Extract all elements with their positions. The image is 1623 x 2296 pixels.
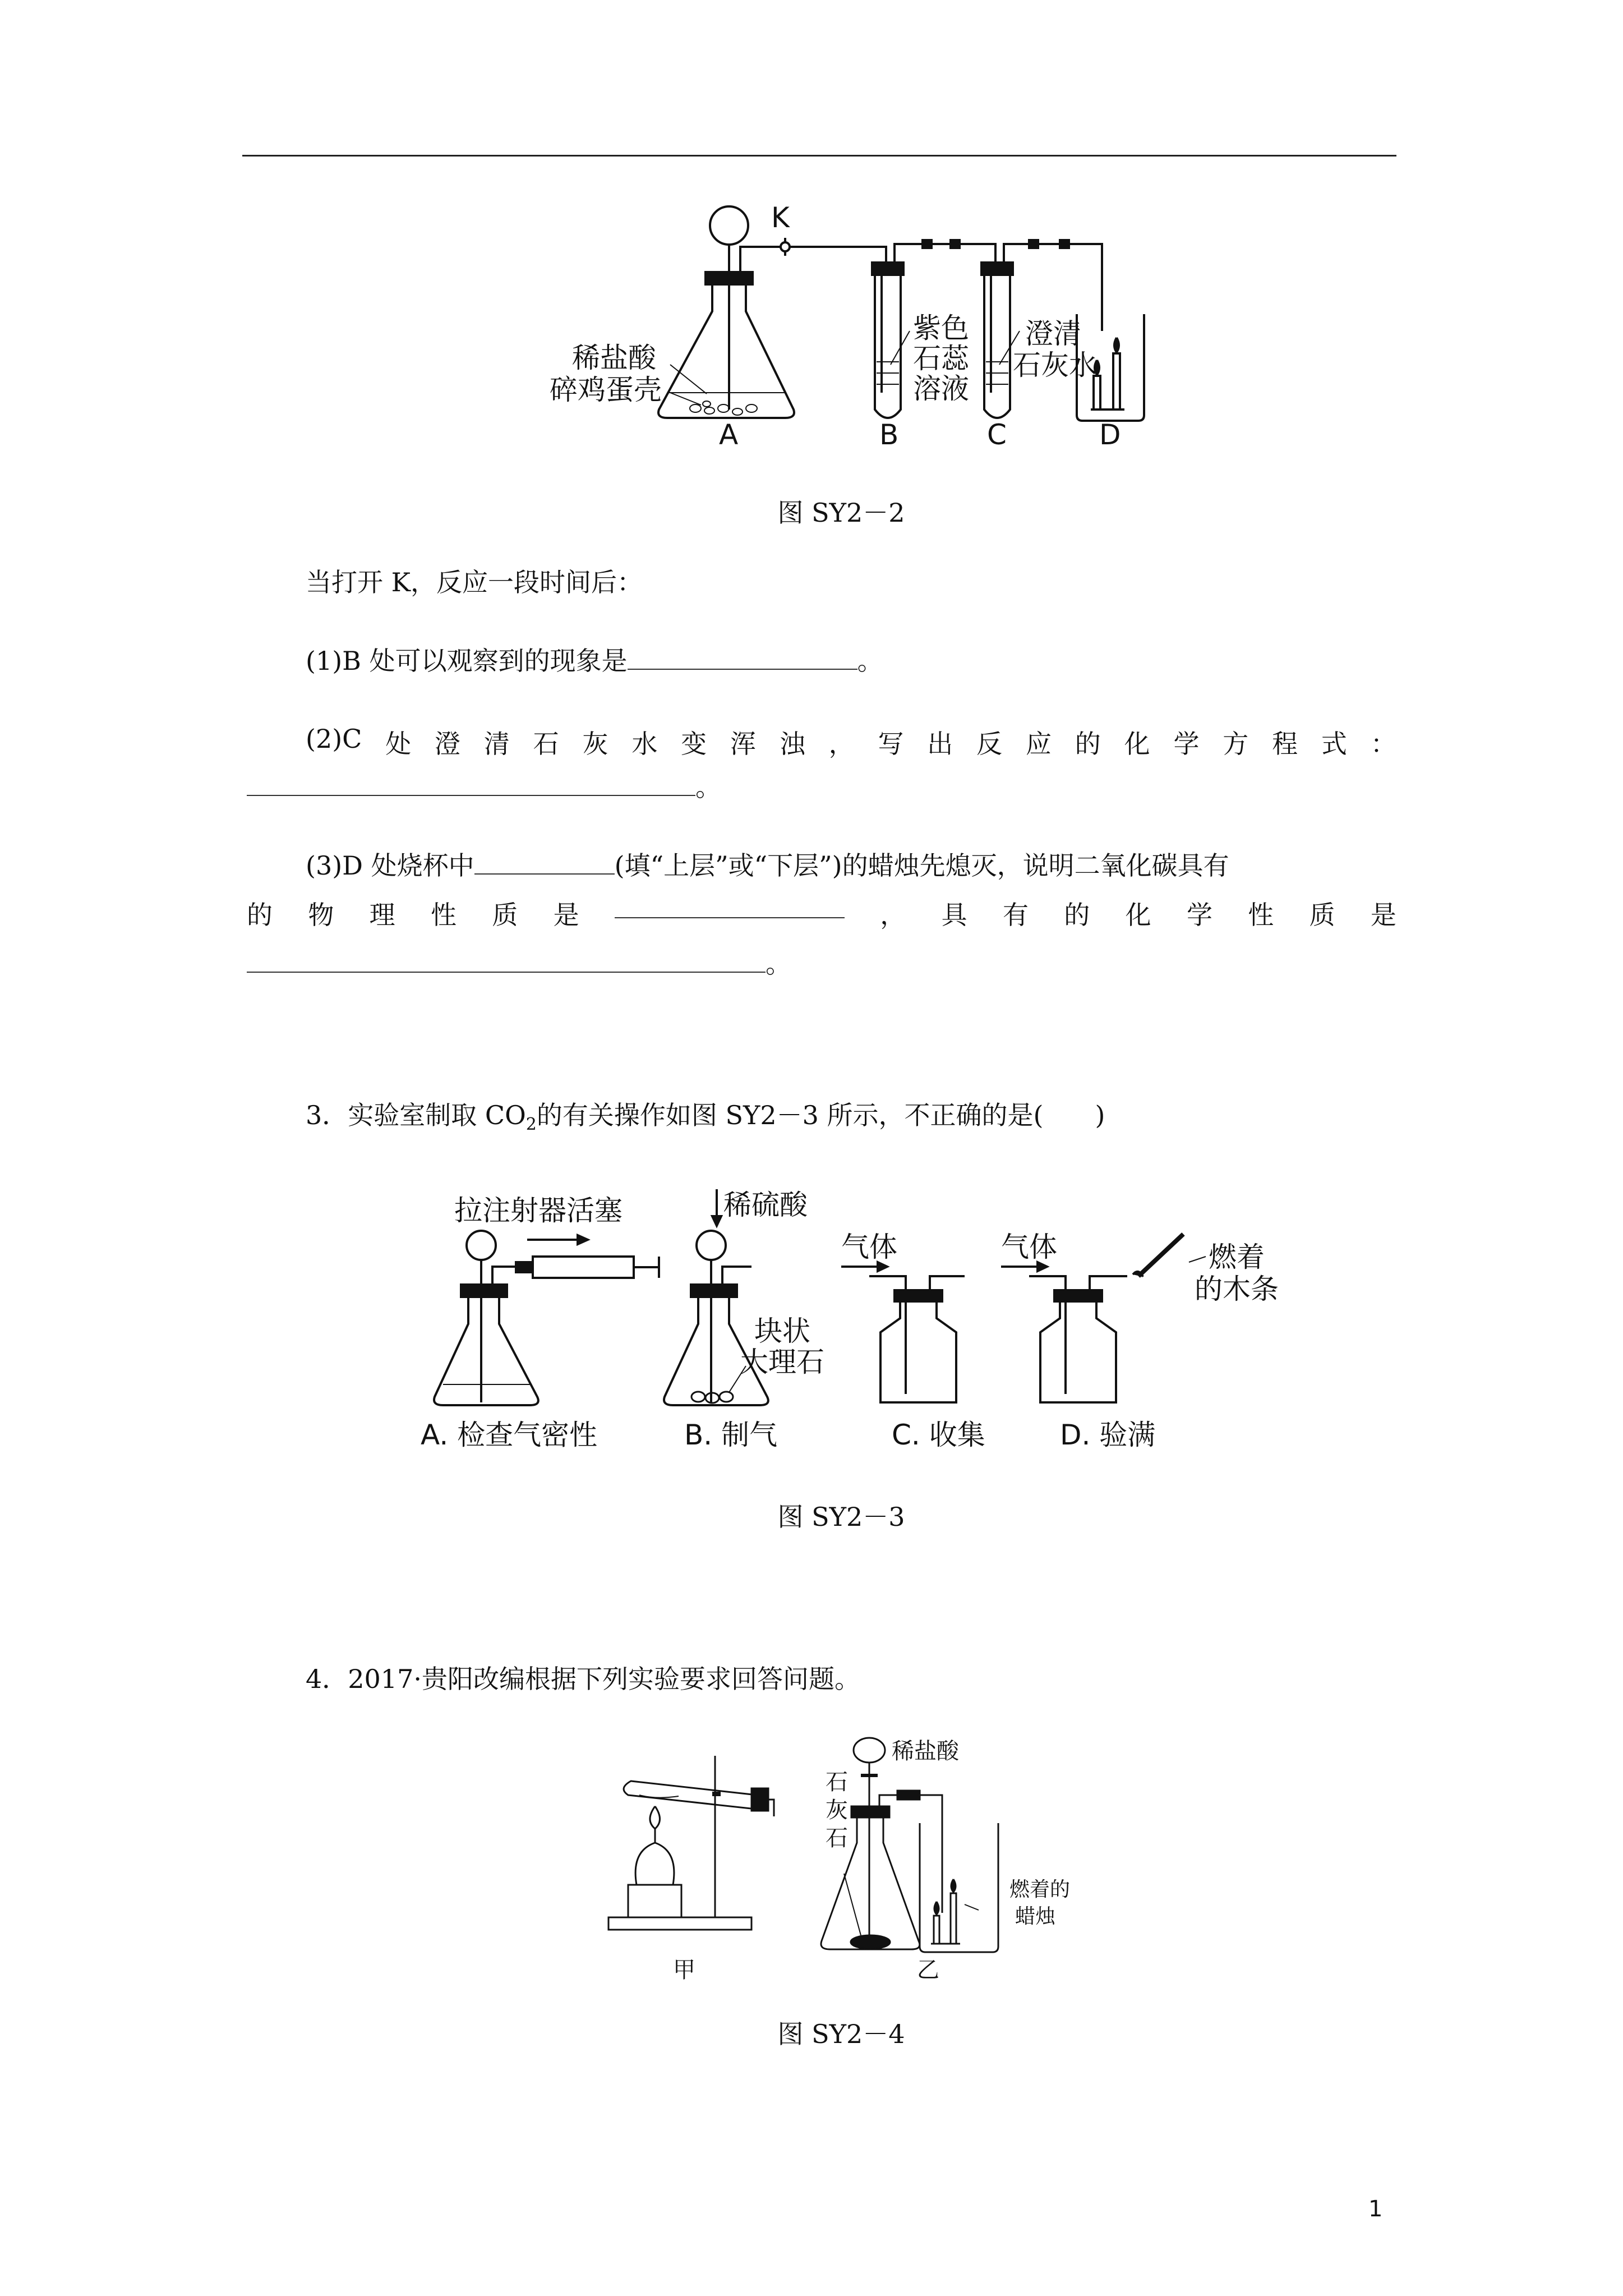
- candle-low-yi: [934, 1916, 939, 1944]
- q2-p2-c20: 式: [1321, 729, 1347, 759]
- panel-c-label: C. 收集: [892, 1419, 985, 1451]
- limewater-label-1: 澄清: [1025, 318, 1081, 350]
- q2-p3b-c3: 的: [1064, 900, 1090, 930]
- limestone-lump: [851, 1935, 890, 1949]
- q2-p2-c5: 灰: [582, 729, 608, 759]
- acid-label: 稀盐酸: [572, 342, 656, 374]
- page-number: 1: [1368, 2196, 1383, 2222]
- caption-sy2-4: 图 SY2－4: [777, 2019, 905, 2049]
- panel-b-label: B. 制气: [684, 1419, 778, 1451]
- bottle-panel-d: [1040, 1299, 1116, 1402]
- candle-high-yi: [951, 1893, 956, 1944]
- separatory-funnel: [854, 1738, 885, 1763]
- q2-p2-c11: 写: [878, 729, 904, 759]
- q2-p3b-c0: ，: [880, 900, 906, 930]
- q3-text-post: 的有关操作如图 SY2－3 所示，不正确的是( ): [536, 1100, 1105, 1130]
- q2-p3b-c8: 是: [1370, 900, 1396, 930]
- flask-panel-a: [434, 1293, 538, 1405]
- valve-k-label: K: [771, 201, 790, 234]
- q2-p3b-c5: 学: [1186, 900, 1212, 930]
- eggshell-label: 碎鸡蛋壳: [550, 374, 662, 406]
- q2-p2-c16: 化: [1124, 729, 1150, 759]
- q2-p3b-c7: 质: [1309, 900, 1335, 930]
- marble-label-2: 大理石: [740, 1346, 824, 1378]
- letter-d: D: [1099, 418, 1121, 451]
- panel-d-label: D. 验满: [1060, 1419, 1156, 1451]
- candle-high: [1113, 353, 1120, 409]
- limestone-label-1: 石: [826, 1769, 848, 1795]
- q4-stem: 4．2017·贵阳改编根据下列实验要求回答问题。: [306, 1664, 860, 1694]
- letter-c: C: [987, 418, 1007, 451]
- q2-p2-c17: 学: [1173, 729, 1200, 759]
- q2-p3b-c6: 性: [1248, 900, 1274, 930]
- limewater-label-2: 石灰水: [1013, 349, 1097, 381]
- flask-a: [658, 280, 794, 418]
- panel-a-label: A. 检查气密性: [421, 1419, 598, 1451]
- q2-part3-line2: [247, 895, 1396, 932]
- q2-part1: [306, 642, 883, 679]
- q2-p2-c10: ，: [828, 729, 855, 759]
- burning-splint: [1138, 1234, 1183, 1276]
- burner-base: [628, 1885, 681, 1917]
- q2-p2-c6: 水: [631, 729, 658, 759]
- litmus-label-1: 紫色: [913, 312, 969, 344]
- header-rule: [242, 155, 1396, 157]
- hydrochloric-acid-label: 稀盐酸: [892, 1738, 959, 1764]
- q2-part1-text: (1)B 处可以观察到的现象是: [306, 646, 628, 676]
- test-tube-b: [875, 275, 901, 418]
- q2-p2-c14: 应: [1025, 729, 1052, 759]
- eggshell-pieces: [690, 401, 757, 415]
- q2-p2-c7: 变: [681, 729, 707, 759]
- q2-p2-c3: 清: [483, 729, 510, 759]
- limestone-label-3: 石: [826, 1825, 848, 1851]
- candle-label-1: 燃着的: [1009, 1878, 1071, 1901]
- panel-jia-label: 甲: [673, 1957, 695, 1983]
- limestone-label-2: 灰: [826, 1797, 848, 1823]
- q2-p3-mid: (填“上层”或“下层”)的蜡烛先熄灭，说明二氧化碳具有: [614, 850, 1229, 881]
- gas-label-d: 气体: [1001, 1231, 1057, 1263]
- q2-p3a-c1: 物: [308, 900, 334, 930]
- litmus-label-3: 溶液: [913, 372, 969, 405]
- syringe-barrel: [533, 1257, 634, 1278]
- panel-yi-label: 乙: [917, 1957, 939, 1983]
- splint-label-1: 燃着: [1209, 1241, 1265, 1273]
- q2-intro: 当打开 K，反应一段时间后：: [306, 567, 643, 597]
- q2-part3-blank3[interactable]: [247, 949, 766, 973]
- q2-part3-answer: [247, 945, 791, 982]
- figure-sy2-3: [409, 1172, 1307, 1458]
- q2-p2-c1: 处: [385, 729, 412, 759]
- letter-b: B: [879, 418, 899, 451]
- q2-p3a-c2: 理: [369, 900, 395, 930]
- q2-p2-c8: 浑: [730, 729, 756, 759]
- q2-part2-answer: [247, 769, 721, 806]
- funnel-bulb: [710, 206, 748, 245]
- q2-p2-c12: 出: [927, 729, 953, 759]
- q2-p3-start: (3)D 处烧杯中: [306, 850, 474, 881]
- sulfuric-acid-label: 稀硫酸: [723, 1189, 808, 1221]
- q2-p3b-c1: 具: [941, 900, 967, 930]
- q2-part3-period: 。: [766, 949, 791, 979]
- q2-p2-c19: 程: [1272, 729, 1298, 759]
- q2-part2-line: [306, 724, 1396, 761]
- caption-sy2-3: 图 SY2－3: [777, 1502, 905, 1532]
- q2-part1-blank[interactable]: [628, 646, 857, 670]
- test-tube-c: [984, 275, 1010, 418]
- q2-p2-c0: (2)C: [306, 724, 362, 754]
- q2-p2-c2: 澄: [435, 729, 461, 759]
- litmus-label-2: 石蕊: [913, 342, 969, 375]
- q2-p2-c15: 的: [1075, 729, 1101, 759]
- beaker-yi: [920, 1823, 998, 1952]
- letter-a: A: [719, 418, 739, 451]
- q2-p2-c13: 反: [976, 729, 1003, 759]
- q2-p2-c18: 方: [1223, 729, 1249, 759]
- q2-part2-period: 。: [695, 772, 721, 802]
- q2-part2-blank[interactable]: [247, 772, 695, 796]
- q3-stem: [306, 1097, 1105, 1143]
- q3-subscript: 2: [525, 1115, 537, 1135]
- q2-p3b-c2: 有: [1002, 900, 1029, 930]
- figure-sy2-4: [606, 1722, 1122, 1986]
- q2-p3a-c5: 是: [553, 900, 579, 930]
- q2-part3-blank1[interactable]: [474, 851, 615, 875]
- q2-p2-c9: 浊: [779, 729, 805, 759]
- q2-p2-c21: ：: [1370, 729, 1396, 759]
- q2-p2-c4: 石: [533, 729, 559, 759]
- bottle-panel-c: [880, 1299, 956, 1402]
- marble-label-1: 块状: [754, 1315, 810, 1347]
- q2-part1-period: 。: [857, 646, 883, 676]
- q2-part3-line1: [306, 847, 1229, 884]
- figure-sy2-2: [538, 196, 1155, 460]
- alcohol-lamp: [635, 1843, 674, 1885]
- q2-p3a-c3: 性: [430, 900, 457, 930]
- q3-text-pre: 3．实验室制取 CO: [306, 1100, 526, 1130]
- gas-label-c: 气体: [841, 1231, 897, 1263]
- test-tube-heating: [624, 1781, 757, 1809]
- q2-p3b-c4: 化: [1125, 900, 1151, 930]
- q2-p3a-c4: 质: [492, 900, 518, 930]
- q2-part3-blank2[interactable]: [615, 895, 845, 918]
- caption-sy2-2: 图 SY2－2: [777, 498, 905, 528]
- q2-p3a-c0: 的: [247, 900, 273, 930]
- syringe-label: 拉注射器活塞: [454, 1194, 623, 1227]
- candle-label-2: 蜡烛: [1015, 1905, 1056, 1928]
- splint-label-2: 的木条: [1195, 1273, 1279, 1305]
